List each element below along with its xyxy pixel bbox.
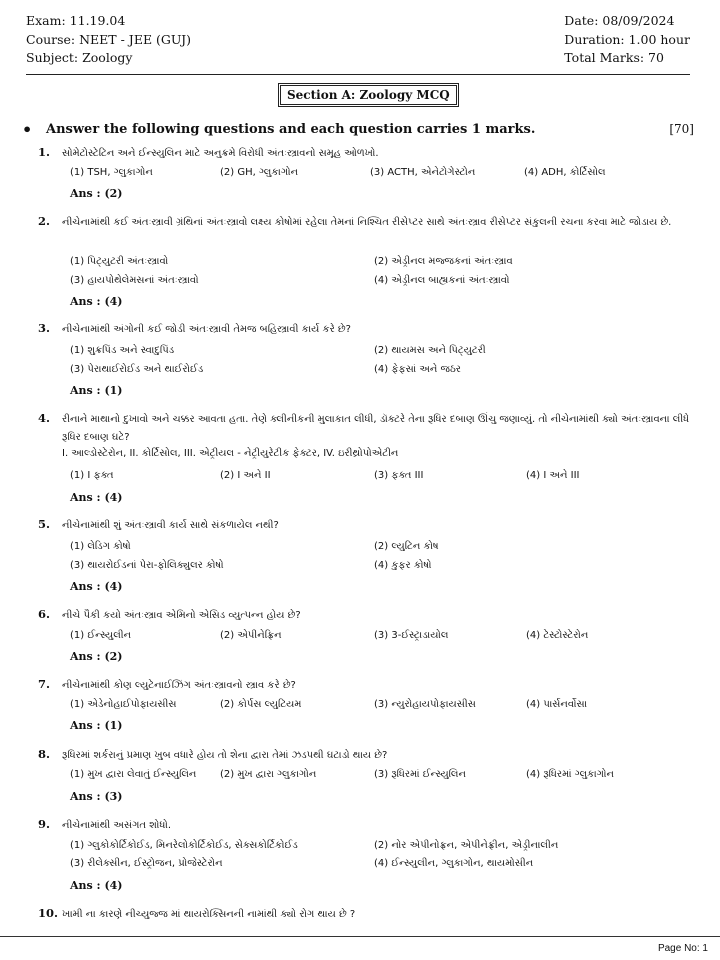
bullet-icon: • [22,120,33,139]
option-4[interactable]: (4) પાર્સનર્વોસા [526,699,588,710]
answer-label: Ans : (4) [70,580,123,593]
question-5 [38,517,690,597]
option-1[interactable]: (1) TSH, ગ્લુકાગોન [70,167,153,178]
option-3[interactable]: (3) ન્યુરોહાયપોફાયસીસ [374,699,476,710]
question-number: 4. [38,411,51,425]
option-2[interactable]: (2) એડ્રીનલ મજ્જકનાં અંતઃસ્ત્રાવ [374,256,513,267]
question-number: 9. [38,817,51,831]
question-number: 7. [38,677,51,691]
question-text: નીચેનામાંથી શું અંતઃસ્ત્રાવી કાર્ય સાથે સંકળાયેલ નથી? [62,520,279,531]
course-name: Course: NEET - JEE (GUJ) [26,31,191,47]
footer-divider [0,936,720,937]
answer-label: Ans : (1) [70,719,123,732]
answer-label: Ans : (2) [70,650,123,663]
question-number: 10. [38,906,59,920]
option-3[interactable]: (3) ફક્ત III [374,470,424,481]
option-3[interactable]: (3) રૂધિરમાં ઈન્સ્યુલિન [374,769,466,780]
question-1 [38,145,690,205]
option-4[interactable]: (4) રૂધિરમાં ગ્લુકાગોન [526,769,614,780]
question-number: 2. [38,214,51,228]
instruction-text: Answer the following questions and each question carries 1 marks. [46,122,536,137]
option-1[interactable]: (1) મુખ દ્વારા લેવાતું ઈન્સ્યુલિન [70,769,197,780]
option-4[interactable]: (4) ટેસ્ટોસ્ટેરોન [526,630,589,641]
header-divider [26,74,690,75]
option-4[interactable]: (4) કુફર કોષો [374,560,432,571]
option-2[interactable]: (2) નોર એપીનોફ્રન, એપીનેફ્રીન, એડ્રીનાલીન [374,840,559,851]
question-text: નીચેનામાંથી કઈ અંતઃસ્ત્રાવી ગ્રંથિનાં અંતઃસ્ત્રાવો લક્ષ્ય કોષોમાં રહેલા તેમનાં નિશ્ચિત રીસેપ્ટર સાથે અંતઃસ્ત્રાવ રીસેપ્ટર સંકુલની રચના કરવા માટે જોડાય છે. [62,217,672,228]
option-3[interactable]: (3) પેરાથાઈરોઈડ અને થાઈરોઈડ [70,364,204,375]
option-1[interactable]: (1) એડેનોહાઈપોફાયસીસ [70,699,177,710]
option-2[interactable]: (2) એપીનેફ્રિન [220,630,282,641]
option-3[interactable]: (3) હાયપોથેલેમસનાં અંતઃસ્ત્રાવો [70,275,199,286]
option-4[interactable]: (4) એડ્રીનલ બાહ્યકનાં અંતઃસ્ત્રાવો [374,275,510,286]
question-6 [38,607,690,669]
question-10 [38,906,690,926]
option-1[interactable]: (1) શુક્રપિંડ અને સ્વાદુપિંડ [70,345,175,356]
answer-label: Ans : (2) [70,187,123,200]
question-text: નીચે પૈકી કયો અંતઃસ્ત્રાવ એમિનો એસિડ વ્યુત્પન્ન હોય છે? [62,610,301,621]
option-2[interactable]: (2) થાયમસ અને પિટ્યુટરી [374,345,486,356]
question-number: 1. [38,145,51,159]
option-1[interactable]: (1) પિટ્યુટરી અંતઃસ્ત્રાવો [70,256,169,267]
option-1[interactable]: (1) ગ્લુકોકોર્ટિકોઈડ, મિનરેલોકોર્ટિકોઈડ, સેક્સકોર્ટિકોઈડ [70,840,298,851]
option-2[interactable]: (2) I અને II [220,470,271,481]
instruction-marks: [70] [669,122,694,136]
answer-label: Ans : (4) [70,295,123,308]
option-1[interactable]: (1) લેડિગ કોષો [70,541,131,552]
question-text: રીનાને માથાનો દુખાવો અને ચક્કર આવતા હતા. તેણે ક્લીનીકની મુલાકાત લીધી, ડૉક્ટરે તેના રૂધિર દબાણ ઊંચુ જણાવ્યું. તો નીચેનામાંથી ક્યો અંતઃસ્ત્રાવના લીધે રૂધિર દબાણ ઘટે? [62,414,690,443]
option-1[interactable]: (1) I ફક્ત [70,470,114,481]
question-2 [38,214,690,314]
option-2[interactable]: (2) લ્યુટિન કોષ [374,541,439,552]
option-3[interactable]: (3) રીલેક્સીન, ઈસ્ટ્રોજન, પ્રોજેસ્ટેરોન [70,858,223,869]
question-4 [38,411,690,511]
question-8 [38,747,690,809]
question-text: સોમેટોસ્ટેટિન અને ઈન્સ્યુલિન માટે અનુક્રમે વિરોધી અંતઃસ્ત્રાવનો સમૂહ ઓળખો. [62,148,379,159]
question-number: 8. [38,747,51,761]
section-title: Section A: Zoology MCQ [280,85,457,105]
option-3[interactable]: (3) 3-ઈસ્ટ્રાડાયોલ [374,630,449,641]
question-text: નીચેનામાંથી અંગોની કઈ જોડી અંતઃસ્ત્રાવી તેમજ બહિસ્ત્રાવી કાર્ય કરે છે? [62,324,351,335]
option-4[interactable]: (4) ઈન્સ્યુલીન, ગ્લુકાગોન, થાયમોસીન [374,858,534,869]
option-4[interactable]: (4) ફેફસાં અને જઠર [374,364,461,375]
question-3 [38,321,690,401]
option-2[interactable]: (2) કોર્પસ લ્યુટિયમ [220,699,302,710]
total-marks: Total Marks: 70 [564,50,664,65]
option-1[interactable]: (1) ઈન્સ્યુલીન [70,630,132,641]
option-2[interactable]: (2) મુખ દ્વારા ગ્લુકાગોન [220,769,317,780]
question-7 [38,677,690,739]
option-2[interactable]: (2) GH, ગ્લુકાગોન [220,167,299,178]
question-text: રૂધિરમાં શર્કરાનું પ્રમાણ ખુબ વધારે હોય તો શેના દ્વારા તેમાં ઝડપથી ઘટાડો થાય છે? [62,750,388,761]
header-left [26,12,191,68]
question-statements: I. આલ્ડોસ્ટેરોન, II. કોર્ટિસોલ, III. એટ્રીયલ - નેટ્રીયુરેટીક ફેક્ટર, IV. ઇરીથ્રોપોએટીન [62,448,399,459]
option-3[interactable]: (3) થાયરોઈડનાં પેરા-ફોલિક્યુલર કોષો [70,560,224,571]
question-number: 5. [38,517,51,531]
answer-label: Ans : (4) [70,879,123,892]
question-text: ખામી ના કારણે નીચ્યુજ્જ માં થાયરોક્સિનની નામાંથી ક્યો રોગ થાય છે ? [62,909,356,920]
exam-date: Date: 08/09/2024 [564,13,675,28]
answer-label: Ans : (3) [70,790,123,803]
question-text: નીચેનામાંથી અસંગત શોધો. [62,820,172,831]
page-number: Page No: 1 [657,943,708,954]
option-3[interactable]: (3) ACTH, એનેટોગેસ્ટોન [370,167,476,178]
subject-name: Subject: Zoology [26,50,133,65]
question-number: 3. [38,321,51,335]
option-4[interactable]: (4) I અને III [526,470,580,481]
answer-label: Ans : (1) [70,384,123,397]
answer-label: Ans : (4) [70,491,123,504]
header-right [564,12,690,68]
question-9 [38,817,690,897]
exam-header [26,12,690,74]
question-text: નીચેનામાંથી કોણ લ્યુટેનાઈઝિંગ અંતઃસ્ત્રાવનો સ્ત્રાવ કરે છે? [62,680,296,691]
exam-code: Exam: 11.19.04 [26,13,126,28]
question-number: 6. [38,607,51,621]
exam-duration: Duration: 1.00 hour [564,31,690,47]
option-4[interactable]: (4) ADH, કોર્ટિસોલ [524,167,606,178]
